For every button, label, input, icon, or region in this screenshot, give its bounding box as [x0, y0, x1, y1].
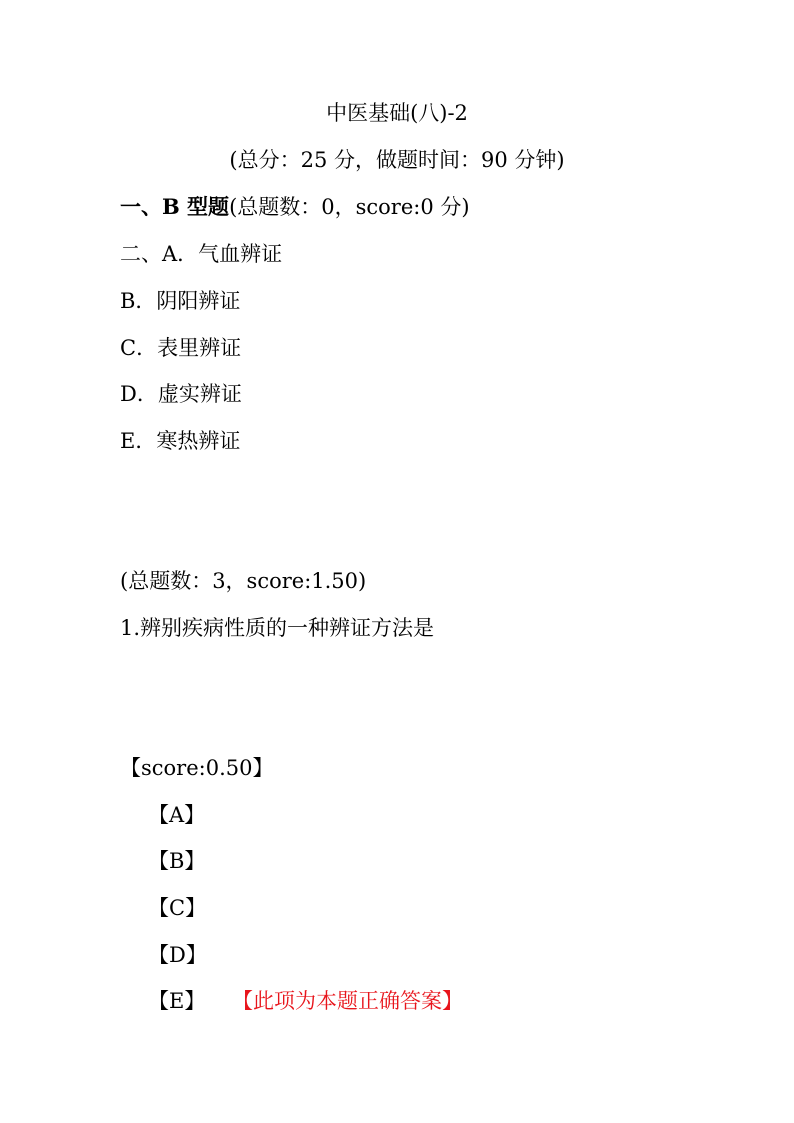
section-2-option-d: D．虚实辨证	[120, 382, 242, 406]
choice-c: 【C】	[148, 896, 207, 920]
option-text: A．气血辨证	[162, 242, 283, 266]
question-score: 【score:0.50】	[120, 756, 274, 780]
section-2-option-a	[120, 241, 282, 267]
section-1-label: 一、B 型题	[120, 194, 230, 219]
section-1-heading	[120, 194, 470, 220]
section-2-option-e: E．寒热辨证	[120, 429, 241, 453]
choice-b: 【B】	[148, 849, 206, 873]
group-meta: (总题数：3，score:1.50)	[120, 569, 367, 593]
section-1-meta: (总题数：0，score:0 分)	[229, 195, 470, 219]
choice-d: 【D】	[148, 943, 207, 967]
page-title: 中医基础(八)-2	[326, 101, 468, 125]
section-2-option-b: B．阴阳辨证	[120, 289, 241, 313]
question-text: 1.辨别疾病性质的一种辨证方法是	[120, 616, 435, 640]
section-2-prefix: 二、	[120, 242, 162, 266]
page-subtitle: (总分：25 分，做题时间：90 分钟)	[229, 148, 565, 172]
choice-e: 【E】	[148, 989, 206, 1013]
section-2-option-c: C．表里辨证	[120, 336, 242, 360]
choice-a: 【A】	[148, 803, 206, 827]
correct-answer-note: 【此项为本题正确答案】	[232, 989, 463, 1013]
